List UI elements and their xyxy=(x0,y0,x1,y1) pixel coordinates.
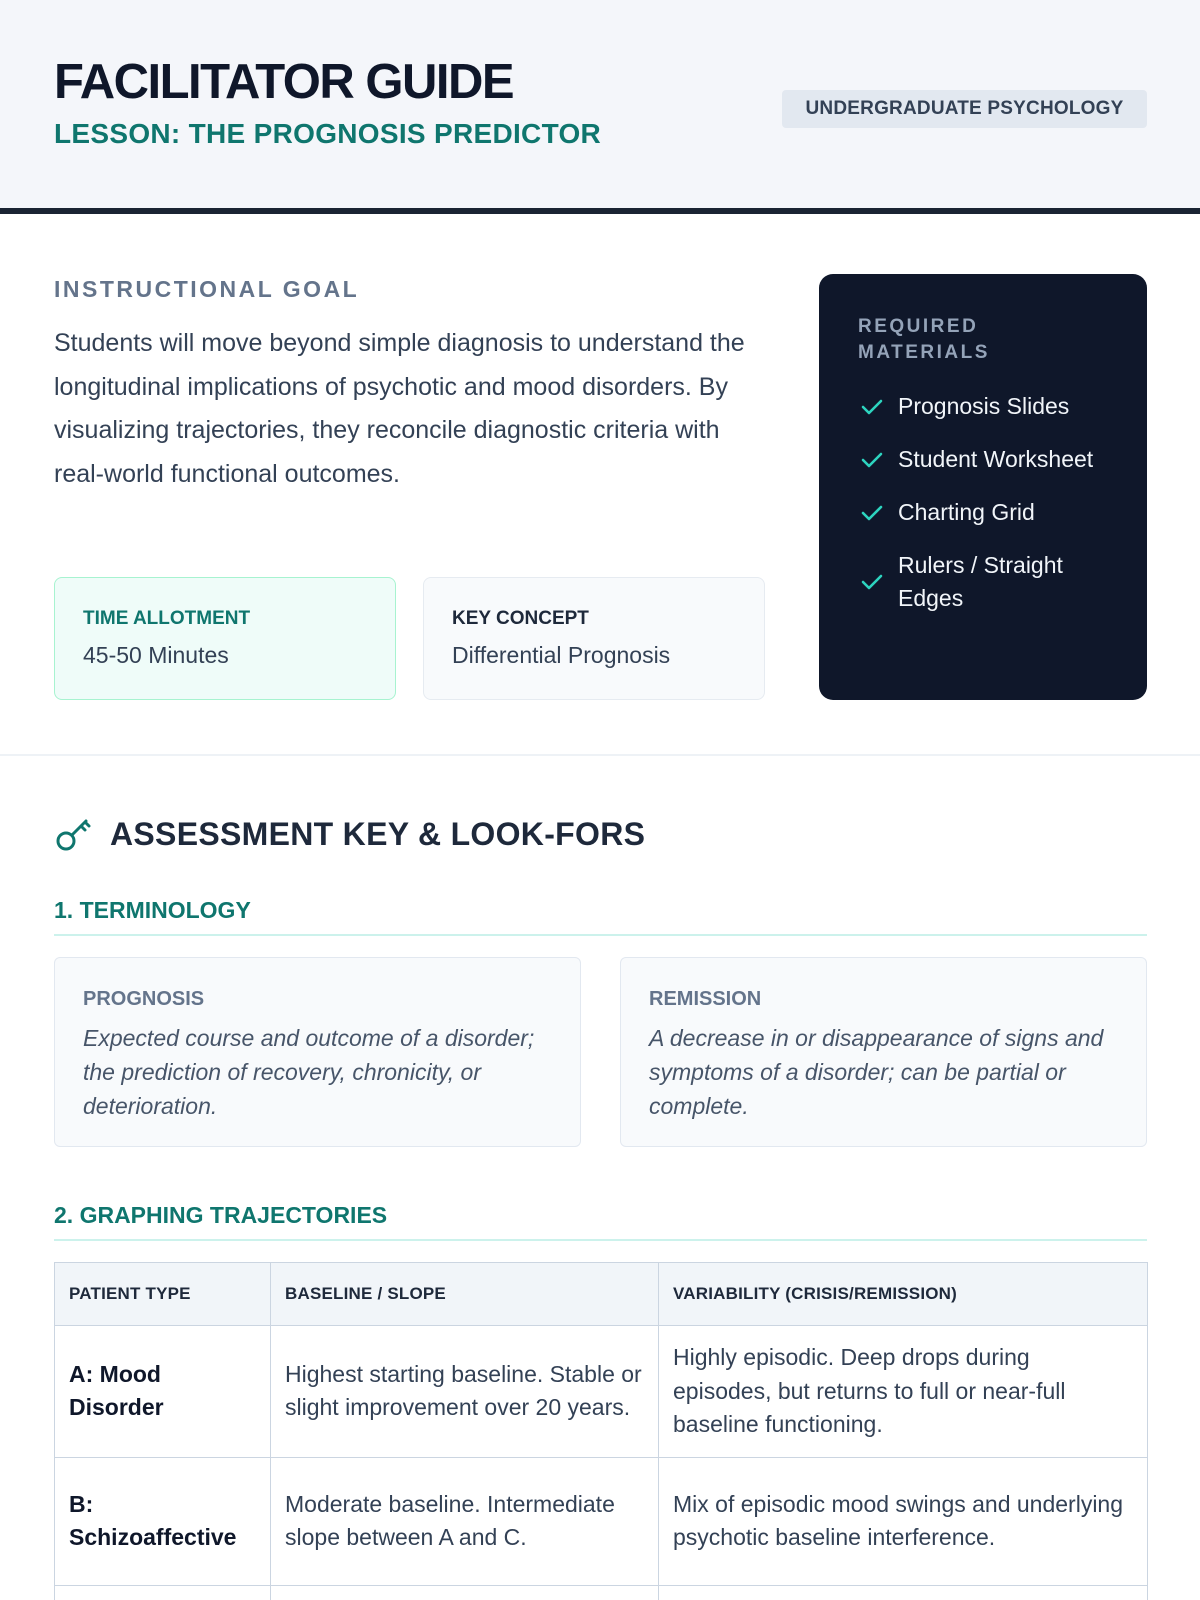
material-item-label: Prognosis Slides xyxy=(898,393,1070,419)
table-row xyxy=(55,1457,1148,1585)
variability-cell: Mix of episodic mood swings and underlying psychotic baseline interference. xyxy=(659,1457,1148,1585)
baseline-cell: Highest starting baseline. Stable or slight improvement over 20 years. xyxy=(271,1326,659,1458)
assessment-title: ASSESSMENT KEY & LOOK-FORS xyxy=(110,815,646,852)
check-icon xyxy=(860,502,884,524)
material-item xyxy=(858,390,1123,423)
term-label: REMISSION xyxy=(649,988,762,1010)
materials-list xyxy=(858,390,1123,615)
time-allotment-value: 45-50 Minutes xyxy=(83,642,229,668)
variability-cell: Highly episodic. Deep drops during episodes, but returns to full or near-full baseline functioning. xyxy=(659,1326,1148,1458)
material-item-label: Student Worksheet xyxy=(898,446,1094,472)
terminology-heading: 1. TERMINOLOGY xyxy=(54,897,1147,936)
baseline-cell xyxy=(271,1585,659,1600)
table-row xyxy=(55,1585,1148,1600)
patient-type-cell: B: Schizoaffective xyxy=(55,1457,271,1585)
check-icon xyxy=(860,449,884,471)
assessment-section-title xyxy=(54,812,645,856)
term-label: PROGNOSIS xyxy=(83,988,205,1010)
course-badge: UNDERGRADUATE PSYCHOLOGY xyxy=(782,90,1147,128)
table-row xyxy=(55,1326,1148,1458)
patient-type-cell: A: Mood Disorder xyxy=(55,1326,271,1458)
time-allotment-label: TIME ALLOTMENT xyxy=(83,608,251,629)
patient-type-cell xyxy=(55,1585,271,1600)
material-item xyxy=(858,549,1123,615)
page-title: FACILITATOR GUIDE xyxy=(54,55,514,109)
baseline-cell: Moderate baseline. Intermediate slope between A and C. xyxy=(271,1457,659,1585)
table-header-row xyxy=(55,1263,1148,1326)
material-item xyxy=(858,443,1123,476)
key-concept-box xyxy=(423,577,765,700)
section-divider xyxy=(0,754,1200,756)
term-definition: A decrease in or disappearance of signs and symptoms of a disorder; can be partial or complete. xyxy=(649,1025,1104,1119)
column-header: BASELINE / SLOPE xyxy=(271,1263,659,1326)
check-icon xyxy=(860,396,884,418)
trajectory-table xyxy=(54,1262,1148,1600)
column-header: PATIENT TYPE xyxy=(55,1263,271,1326)
term-card-remission xyxy=(620,957,1147,1147)
key-icon xyxy=(54,814,94,854)
check-icon xyxy=(860,571,884,593)
term-card-prognosis xyxy=(54,957,581,1147)
material-item-label: Charting Grid xyxy=(898,499,1035,525)
term-definition: Expected course and outcome of a disorder; the prediction of recovery, chronicity, or deterioration. xyxy=(83,1025,535,1119)
key-concept-value: Differential Prognosis xyxy=(452,642,671,668)
page-header xyxy=(0,0,1200,214)
lesson-subtitle: LESSON: THE PROGNOSIS PREDICTOR xyxy=(54,118,602,149)
key-concept-label: KEY CONCEPT xyxy=(452,608,589,629)
material-item-label: Rulers / Straight Edges xyxy=(898,552,1063,611)
goal-label: INSTRUCTIONAL GOAL xyxy=(54,276,360,302)
goal-text: Students will move beyond simple diagnosis to understand the longitudinal implications of psychotic and mood disorders. By visualizing trajectories, they reconcile diagnostic criteria with real-world functional outcomes. xyxy=(54,329,745,488)
graphing-heading: 2. GRAPHING TRAJECTORIES xyxy=(54,1202,1147,1241)
materials-title: REQUIRED MATERIALS xyxy=(858,316,990,363)
time-allotment-box xyxy=(54,577,396,700)
variability-cell xyxy=(659,1585,1148,1600)
required-materials-panel xyxy=(819,274,1147,700)
column-header: VARIABILITY (CRISIS/REMISSION) xyxy=(659,1263,1148,1326)
material-item xyxy=(858,496,1123,529)
